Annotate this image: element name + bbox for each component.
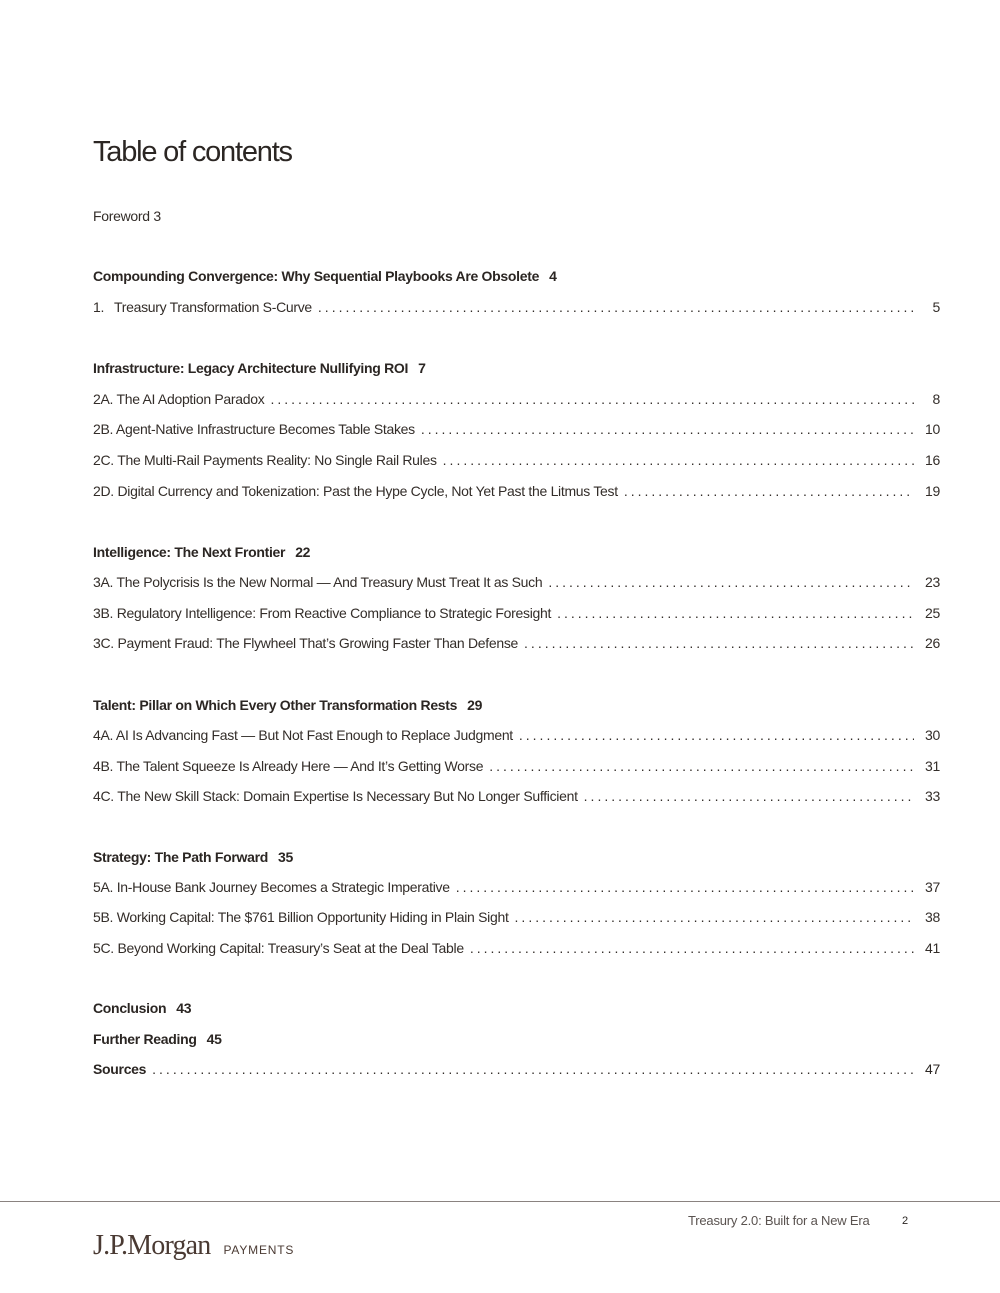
section-title: Infrastructure: Legacy Architecture Nullifying ROI: [93, 360, 409, 376]
entry-label: 3C. Payment Fraud: The Flywheel That’s Growing Faster Than Defense: [93, 635, 519, 651]
footer-page-number: 2: [902, 1215, 909, 1227]
entry-page: 41: [925, 940, 940, 956]
section-page: 29: [467, 697, 483, 713]
section-title: Compounding Convergence: Why Sequential Playbooks Are Obsolete: [93, 268, 540, 284]
conclusion-page: 43: [176, 1000, 192, 1016]
logo-subtitle: PAYMENTS: [223, 1243, 295, 1257]
entry-label: 4B. The Talent Squeeze Is Already Here — And It’s Getting Worse: [93, 758, 484, 774]
toc-entry[interactable]: [93, 757, 940, 775]
entry-label: 3B. Regulatory Intelligence: From Reactive Compliance to Strategic Foresight: [93, 605, 552, 621]
entry-label: 2D. Digital Currency and Tokenization: Past the Hype Cycle, Not Yet Past the Litmus Test: [93, 483, 618, 499]
further-reading-page: 45: [206, 1031, 222, 1047]
section-page: 7: [418, 360, 426, 376]
toc-entry[interactable]: [93, 939, 940, 957]
entry-label: 5A. In-House Bank Journey Becomes a Strategic Imperative: [93, 879, 450, 895]
toc-foreword[interactable]: [93, 207, 940, 225]
toc-entry[interactable]: [93, 420, 940, 438]
toc-entry[interactable]: [93, 634, 940, 652]
dot-leader: [584, 787, 914, 805]
toc-entry[interactable]: [93, 787, 940, 805]
entry-label: 5C. Beyond Working Capital: Treasury’s Seat at the Deal Table: [93, 940, 464, 956]
entry-page: 33: [925, 788, 940, 804]
toc-section-heading[interactable]: [93, 267, 940, 285]
dot-leader: [548, 573, 914, 591]
section-page: 22: [295, 544, 311, 560]
entry-label: 1. Treasury Transformation S-Curve: [93, 299, 312, 315]
dot-leader: [515, 908, 914, 926]
section-title: Strategy: The Path Forward: [93, 849, 269, 865]
dot-leader: [421, 420, 914, 438]
entry-page: 38: [925, 909, 940, 925]
toc-further-reading[interactable]: [93, 1030, 940, 1048]
toc-entry[interactable]: [93, 908, 940, 926]
dot-leader: [524, 634, 914, 652]
dot-leader: [624, 482, 914, 500]
dot-leader: [519, 726, 914, 744]
section-page: 4: [549, 268, 557, 284]
dot-leader: [152, 1060, 914, 1078]
dot-leader: [443, 451, 914, 469]
entry-label: 2A. The AI Adoption Paradox: [93, 391, 265, 407]
entry-page: 26: [925, 635, 940, 651]
conclusion-label: Conclusion: [93, 1000, 167, 1016]
entry-label: 3A. The Polycrisis Is the New Normal — And Treasury Must Treat It as Such: [93, 574, 543, 590]
section-title: Intelligence: The Next Frontier: [93, 544, 286, 560]
dot-leader: [489, 757, 914, 775]
toc-entry[interactable]: [93, 604, 940, 622]
dot-leader: [270, 390, 914, 408]
entry-page: 8: [932, 391, 940, 407]
toc-entry[interactable]: [93, 573, 940, 591]
toc-sources[interactable]: [93, 1060, 940, 1078]
footer-divider: [0, 1201, 1000, 1202]
toc-entry[interactable]: [93, 726, 940, 744]
entry-label: 5B. Working Capital: The $761 Billion Opportunity Hiding in Plain Sight: [93, 909, 509, 925]
toc-conclusion[interactable]: [93, 999, 940, 1017]
entry-page: 37: [925, 879, 940, 895]
entry-page: 10: [925, 421, 940, 437]
toc-section-heading[interactable]: [93, 359, 940, 377]
dot-leader: [470, 939, 914, 957]
entry-page: 19: [925, 483, 940, 499]
toc-entry[interactable]: [93, 390, 940, 408]
entry-label: 4C. The New Skill Stack: Domain Expertise Is Necessary But No Longer Sufficient: [93, 788, 578, 804]
section-title: Talent: Pillar on Which Every Other Transformation Rests: [93, 697, 458, 713]
logo-wordmark: J.P.Morgan: [93, 1230, 211, 1261]
entry-page: 31: [925, 758, 940, 774]
jpmorgan-payments-logo: [93, 1230, 294, 1262]
entry-page: 5: [932, 299, 940, 315]
dot-leader: [456, 878, 914, 896]
further-reading-label: Further Reading: [93, 1031, 197, 1047]
toc-section-heading[interactable]: [93, 696, 940, 714]
entry-page: 30: [925, 727, 940, 743]
footer-document-title: Treasury 2.0: Built for a New Era: [688, 1213, 870, 1228]
page-title: Table of contents: [93, 136, 292, 168]
toc-entry[interactable]: [93, 878, 940, 896]
entry-label: 4A. AI Is Advancing Fast — But Not Fast Enough to Replace Judgment: [93, 727, 513, 743]
toc-section-heading[interactable]: [93, 848, 940, 866]
dot-leader: [557, 604, 914, 622]
toc-foreword-label: Foreword 3: [93, 208, 161, 224]
toc-entry[interactable]: [93, 298, 940, 316]
dot-leader: [318, 298, 914, 316]
entry-page: 23: [925, 574, 940, 590]
entry-page: 16: [925, 452, 940, 468]
section-page: 35: [278, 849, 293, 865]
entry-number: 1.: [93, 299, 105, 315]
entry-label: 2B. Agent-Native Infrastructure Becomes Table Stakes: [93, 421, 415, 437]
toc-section-heading[interactable]: [93, 543, 940, 561]
toc-entry[interactable]: [93, 482, 940, 500]
entry-page: 25: [925, 605, 940, 621]
entry-label: 2C. The Multi-Rail Payments Reality: No Single Rail Rules: [93, 452, 437, 468]
sources-page: 47: [925, 1061, 940, 1077]
sources-label: Sources: [93, 1061, 147, 1077]
toc-entry[interactable]: [93, 451, 940, 469]
